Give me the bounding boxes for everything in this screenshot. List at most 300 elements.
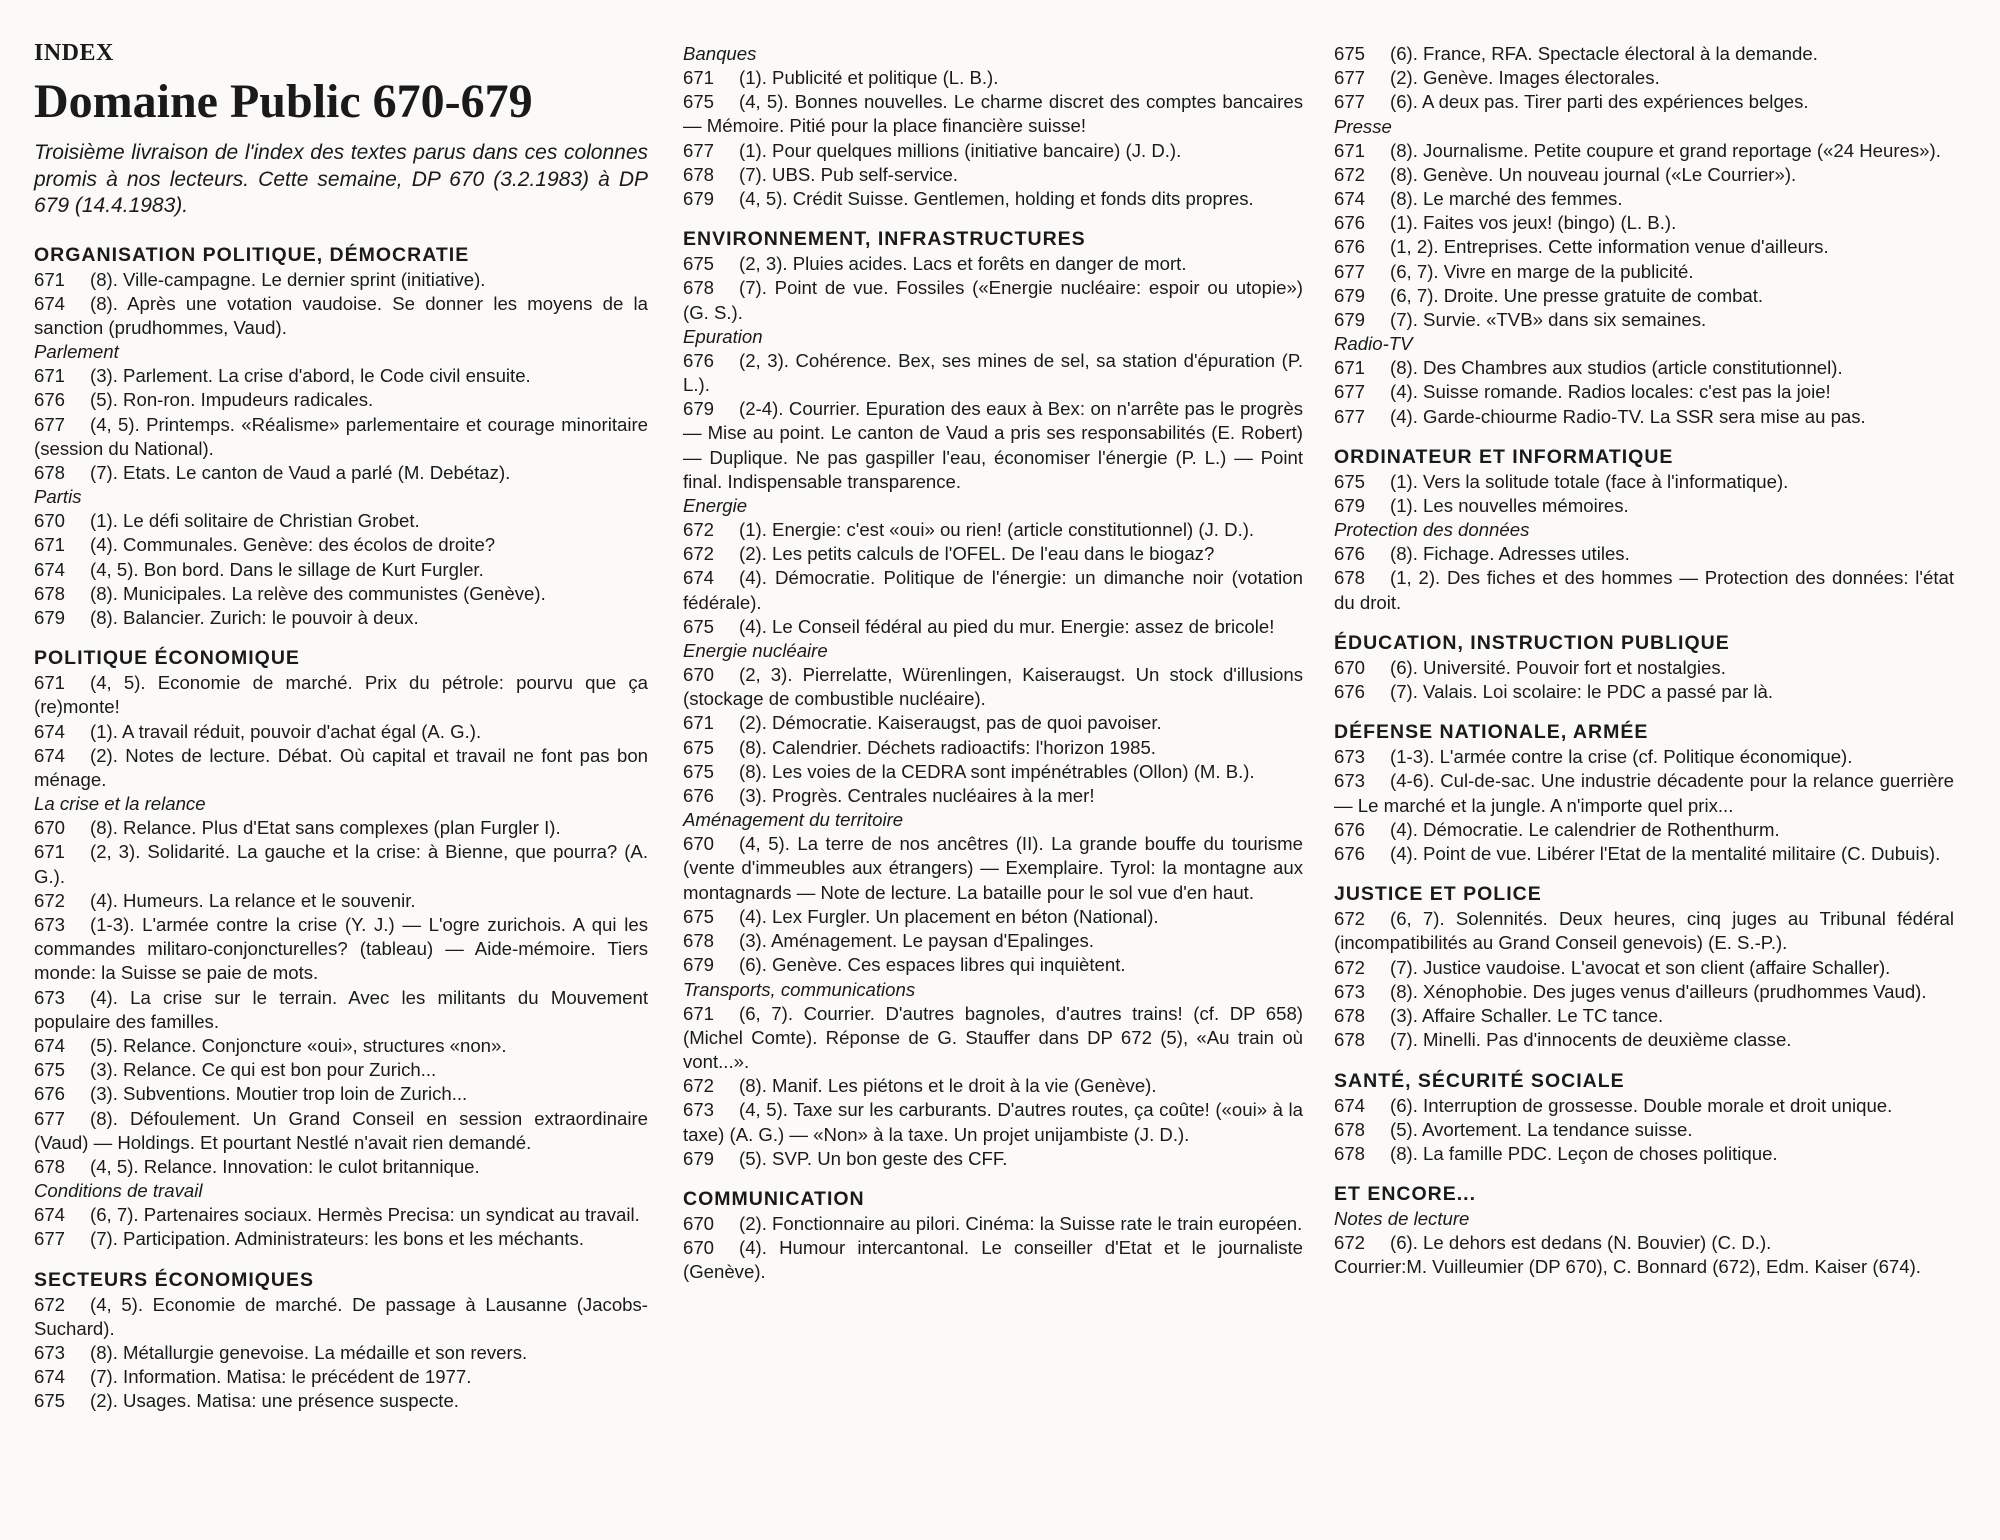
index-section bbox=[1334, 444, 1954, 615]
issue-number: 674 bbox=[34, 720, 66, 742]
issue-number: 673 bbox=[1334, 980, 1366, 1002]
entry-text: (7). Information. Matisa: le précédent de 1977. bbox=[90, 1366, 472, 1388]
entry-text: (1, 2). Des fiches et des hommes — Protection des données: l'état du droit. bbox=[1334, 567, 1954, 613]
index-entry bbox=[1334, 405, 1954, 429]
issue-number: 675 bbox=[683, 760, 715, 782]
entry-text: (8). Municipales. La relève des communistes (Genève). bbox=[90, 582, 546, 604]
index-column-2 bbox=[683, 42, 1303, 1300]
issue-number: 671 bbox=[1334, 139, 1366, 161]
index-entry bbox=[34, 582, 648, 606]
entry-text: (8). Des Chambres aux studios (article constitutionnel). bbox=[1390, 357, 1843, 379]
intro-text: Troisième livraison de l'index des textes parus dans ces colonnes promis à nos lecteurs. Cette semaine, DP 670 (3.2.1983) à DP 679 (14.4.1983). bbox=[34, 141, 648, 217]
issue-number: 676 bbox=[1334, 843, 1366, 865]
issue-number: 670 bbox=[683, 1237, 715, 1259]
index-entry bbox=[1334, 235, 1954, 259]
subsection-heading: Protection des données bbox=[1334, 519, 1530, 541]
entry-text: (4). Démocratie. Politique de l'énergie: un dimanche noir (votation fédérale). bbox=[683, 567, 1303, 613]
index-entry bbox=[34, 889, 648, 913]
issue-number: 679 bbox=[34, 606, 66, 628]
subsection-heading: Partis bbox=[34, 486, 82, 508]
index-entry bbox=[1334, 956, 1954, 980]
entry-text: (2). Fonctionnaire au pilori. Cinéma: la Suisse rate le train européen. bbox=[739, 1212, 1303, 1234]
section-heading: ORGANISATION POLITIQUE, DÉMOCRATIE bbox=[34, 243, 470, 266]
entry-text: (1). A travail réduit, pouvoir d'achat égal (A. G.). bbox=[90, 720, 482, 742]
issue-number: 671 bbox=[683, 712, 715, 734]
index-entry bbox=[683, 663, 1303, 711]
issue-number: 678 bbox=[1334, 1029, 1366, 1051]
index-entry bbox=[34, 461, 648, 485]
index-entry bbox=[683, 760, 1303, 784]
issue-number: 670 bbox=[683, 833, 715, 855]
entry-text: (3). Subventions. Moutier trop loin de Zurich... bbox=[90, 1083, 468, 1105]
index-column-1 bbox=[34, 38, 648, 1429]
index-entry bbox=[1334, 1231, 1954, 1255]
index-entry bbox=[683, 1002, 1303, 1075]
index-entry bbox=[1334, 566, 1954, 614]
index-entry bbox=[34, 606, 648, 630]
entry-text: (8). Journalisme. Petite coupure et grand reportage («24 Heures»). bbox=[1390, 139, 1941, 161]
issue-number: 678 bbox=[683, 277, 715, 299]
entry-text: (2-4). Courrier. Epuration des eaux à Bex: on n'arrête pas le progrès — Mise au point. Le canton de Vaud a pris ses responsabilités (E. Robert) — Duplique. Ne pas gaspiller l'eau, économiser l'énergie (P. L.) — Point final. Indispensable transparence. bbox=[683, 398, 1303, 492]
issue-number: 676 bbox=[1334, 681, 1366, 703]
index-entry bbox=[34, 1082, 648, 1106]
subsection-heading: Conditions de travail bbox=[34, 1180, 203, 1202]
issue-number: 677 bbox=[34, 1228, 66, 1250]
index-entry bbox=[1334, 1028, 1954, 1052]
entry-text: (4). Suisse romande. Radios locales: c'est pas la joie! bbox=[1390, 381, 1831, 403]
issue-number: 675 bbox=[683, 905, 715, 927]
issue-number: 674 bbox=[1334, 188, 1366, 210]
entry-text: (8). Genève. Un nouveau journal («Le Courrier»). bbox=[1390, 163, 1797, 185]
issue-number: 671 bbox=[34, 365, 66, 387]
index-entry bbox=[1334, 1094, 1954, 1118]
entry-text: (6). Université. Pouvoir fort et nostalgies. bbox=[1390, 656, 1726, 678]
index-entry bbox=[34, 816, 648, 840]
entry-text: (5). Relance. Conjoncture «oui», structures «non». bbox=[90, 1034, 507, 1056]
entry-text: (8). Les voies de la CEDRA sont impénétrables (Ollon) (M. B.). bbox=[739, 760, 1255, 782]
index-entry bbox=[34, 1341, 648, 1365]
index-entry bbox=[34, 364, 648, 388]
index-entry bbox=[683, 711, 1303, 735]
index-entry bbox=[34, 913, 648, 986]
entry-text: (2). Démocratie. Kaiseraugst, pas de quoi pavoiser. bbox=[739, 712, 1162, 734]
entry-text: (3). Progrès. Centrales nucléaires à la mer! bbox=[739, 785, 1095, 807]
issue-number: 679 bbox=[1334, 284, 1366, 306]
entry-text: (8). Manif. Les piétons et le droit à la vie (Genève). bbox=[739, 1075, 1157, 1097]
issue-number: 674 bbox=[34, 1034, 66, 1056]
entry-text: (2, 3). Cohérence. Bex, ses mines de sel, sa station d'épuration (P. L.). bbox=[683, 349, 1303, 396]
index-entry bbox=[683, 252, 1303, 276]
issue-number: 679 bbox=[683, 954, 715, 976]
issue-number: 676 bbox=[34, 1083, 66, 1105]
index-entry bbox=[1334, 1255, 1954, 1279]
entry-text: (1). Le défi solitaire de Christian Grobet. bbox=[90, 510, 420, 532]
entry-text: (4). Humeurs. La relance et le souvenir. bbox=[90, 889, 416, 911]
entry-text: (4, 5). Economie de marché. De passage à Lausanne (Jacobs-Suchard). bbox=[34, 1293, 648, 1339]
index-entry bbox=[34, 388, 648, 412]
issue-number: 672 bbox=[683, 1075, 715, 1097]
index-entry bbox=[1334, 907, 1954, 955]
entry-text: (4-6). Cul-de-sac. Une industrie décadente pour la relance guerrière — Le marché et la jungle. A n'importe quel prix... bbox=[1334, 770, 1954, 816]
issue-number: 678 bbox=[34, 1156, 66, 1177]
issue-number: 672 bbox=[683, 519, 715, 541]
index-entry bbox=[34, 533, 648, 557]
issue-number: 674 bbox=[34, 558, 66, 580]
entry-text: (4). Communales. Genève: des écolos de droite? bbox=[90, 534, 496, 556]
issue-number: 679 bbox=[683, 1147, 715, 1169]
entry-text: M. Vuilleumier (DP 670), C. Bonnard (672), Edm. Kaiser (674). bbox=[1406, 1256, 1921, 1278]
index-entry bbox=[1334, 211, 1954, 235]
index-section bbox=[1334, 719, 1954, 866]
entry-text: (6, 7). Solennités. Deux heures, cinq juges au Tribunal fédéral (incompatibilités au Grand Conseil genevois) (E. S.-P.). bbox=[1334, 908, 1954, 954]
index-section bbox=[34, 1267, 648, 1414]
subsection-heading: Radio-TV bbox=[1334, 333, 1413, 355]
index-entry bbox=[34, 268, 648, 292]
subsection-heading: Epuration bbox=[683, 325, 763, 347]
issue-number: 679 bbox=[1334, 309, 1366, 331]
issue-number: 678 bbox=[34, 461, 66, 483]
entry-text: (2). Usages. Matisa: une présence suspecte. bbox=[90, 1390, 459, 1412]
index-entry bbox=[34, 671, 648, 719]
entry-text: (2). Genève. Images électorales. bbox=[1390, 67, 1660, 89]
index-entry bbox=[683, 953, 1303, 977]
index-entry bbox=[1334, 542, 1954, 566]
index-column-3 bbox=[1334, 42, 1954, 1295]
section-heading: DÉFENSE NATIONALE, ARMÉE bbox=[1334, 721, 1649, 744]
issue-number: 670 bbox=[683, 664, 715, 686]
entry-text: (4, 5). Printemps. «Réalisme» parlementaire et courage minoritaire (session du National). bbox=[34, 413, 648, 459]
entry-text: (8). Défoulement. Un Grand Conseil en session extraordinaire (Vaud) — Holdings. Et pourtant Nestlé n'avait rien demandé. bbox=[34, 1107, 648, 1153]
entry-text: (1). Faites vos jeux! (bingo) (L. B.). bbox=[1390, 212, 1677, 234]
entry-text: (1). Vers la solitude totale (face à l'informatique). bbox=[1390, 470, 1789, 492]
index-entry bbox=[1334, 494, 1954, 518]
index-entry bbox=[1334, 187, 1954, 211]
issue-number: 675 bbox=[683, 736, 715, 758]
index-section bbox=[1334, 1181, 1954, 1279]
entry-text: (8). Balancier. Zurich: le pouvoir à deux. bbox=[90, 606, 419, 628]
issue-number: 670 bbox=[683, 1212, 715, 1234]
issue-number: 674 bbox=[34, 1204, 66, 1226]
index-entry bbox=[34, 1034, 648, 1058]
subsection-heading: Energie bbox=[683, 495, 748, 517]
entry-text: (7). Minelli. Pas d'innocents de deuxième classe. bbox=[1390, 1029, 1792, 1051]
issue-number: 673 bbox=[683, 1099, 715, 1121]
issue-number: 675 bbox=[683, 91, 715, 113]
index-entry bbox=[1334, 139, 1954, 163]
index-entry bbox=[1334, 1118, 1954, 1142]
index-entry bbox=[683, 276, 1303, 324]
index-entry bbox=[1334, 163, 1954, 187]
subsection-heading: Energie nucléaire bbox=[683, 640, 828, 662]
index-section bbox=[1334, 881, 1954, 1052]
entry-text: (4, 5). Bon bord. Dans le sillage de Kurt Furgler. bbox=[90, 558, 484, 580]
index-section bbox=[1334, 1068, 1954, 1167]
issue-number: 671 bbox=[683, 1002, 715, 1024]
index-section bbox=[34, 242, 648, 631]
entry-text: (1, 2). Entreprises. Cette information venue d'ailleurs. bbox=[1390, 236, 1829, 258]
issue-number: 674 bbox=[34, 744, 66, 766]
entry-text: (6). France, RFA. Spectacle électoral à la demande. bbox=[1390, 43, 1818, 64]
index-entry bbox=[683, 542, 1303, 566]
entry-text: (6). Genève. Ces espaces libres qui inquiètent. bbox=[739, 954, 1126, 976]
entry-text: (6). Interruption de grossesse. Double morale et droit unique. bbox=[1390, 1094, 1893, 1116]
index-entry bbox=[683, 1147, 1303, 1171]
issue-number: 675 bbox=[1334, 470, 1366, 492]
subsection-heading: Transports, communications bbox=[683, 978, 916, 1000]
issue-number: 676 bbox=[683, 349, 715, 371]
issue-number: 670 bbox=[34, 817, 66, 839]
index-entry bbox=[683, 905, 1303, 929]
entry-text: (4, 5). Bonnes nouvelles. Le charme discret des comptes bancaires — Mémoire. Pitié pour la place financière suisse! bbox=[683, 91, 1303, 137]
subsection-heading: Presse bbox=[1334, 115, 1392, 137]
issue-number: 672 bbox=[683, 543, 715, 565]
subsection-heading: La crise et la relance bbox=[34, 793, 206, 815]
issue-number: 679 bbox=[683, 398, 715, 420]
entry-text: (2, 3). Solidarité. La gauche et la crise: à Bienne, que pourra? (A. G.). bbox=[34, 841, 648, 887]
issue-number: 676 bbox=[683, 785, 715, 807]
issue-number: 675 bbox=[1334, 43, 1366, 64]
issue-number: 672 bbox=[1334, 956, 1366, 978]
entry-text: (4). Le Conseil fédéral au pied du mur. Energie: assez de bricole! bbox=[739, 615, 1275, 637]
index-entry bbox=[683, 1236, 1303, 1284]
index-entry bbox=[1334, 284, 1954, 308]
entry-text: (8). La famille PDC. Leçon de choses politique. bbox=[1390, 1142, 1778, 1164]
issue-number: 678 bbox=[1334, 1005, 1366, 1027]
entry-text: (8). Métallurgie genevoise. La médaille et son revers. bbox=[90, 1342, 528, 1364]
index-entry bbox=[683, 566, 1303, 614]
entry-text: (2, 3). Pluies acides. Lacs et forêts en danger de mort. bbox=[739, 253, 1187, 275]
index-section bbox=[683, 1186, 1303, 1285]
entry-text: (4). Démocratie. Le calendrier de Rothenthurm. bbox=[1390, 818, 1780, 840]
entry-text: (1-3). L'armée contre la crise (cf. Politique économique). bbox=[1390, 746, 1853, 768]
subsection-heading: Banques bbox=[683, 43, 757, 64]
section-heading: ÉDUCATION, INSTRUCTION PUBLIQUE bbox=[1334, 631, 1730, 654]
issue-number: 673 bbox=[1334, 746, 1366, 768]
issue-number: 672 bbox=[1334, 163, 1366, 185]
section-heading: ET ENCORE... bbox=[1334, 1183, 1477, 1206]
issue-number: 671 bbox=[34, 268, 66, 290]
subsection-heading: Notes de lecture bbox=[1334, 1208, 1470, 1230]
index-entry bbox=[683, 397, 1303, 494]
section-heading: POLITIQUE ÉCONOMIQUE bbox=[34, 647, 300, 670]
entry-text: (8). Après une votation vaudoise. Se donner les moyens de la sanction (prudhommes, Vaud). bbox=[34, 292, 648, 338]
entry-text: (8). Fichage. Adresses utiles. bbox=[1390, 543, 1630, 565]
issue-number: Courrier: bbox=[1334, 1256, 1407, 1278]
index-section bbox=[1334, 630, 1954, 704]
index-entry bbox=[1334, 818, 1954, 842]
issue-number: 677 bbox=[1334, 67, 1366, 89]
index-entry bbox=[683, 929, 1303, 953]
issue-number: 670 bbox=[1334, 656, 1366, 678]
entry-text: (4). Garde-chiourme Radio-TV. La SSR sera mise au pas. bbox=[1390, 405, 1866, 427]
issue-number: 676 bbox=[34, 389, 66, 411]
section-heading: ORDINATEUR ET INFORMATIQUE bbox=[1334, 445, 1674, 468]
entry-text: (7). Survie. «TVB» dans six semaines. bbox=[1390, 309, 1707, 331]
index-entry bbox=[34, 1203, 648, 1227]
index-entry bbox=[683, 1074, 1303, 1098]
entry-text: (1). Energie: c'est «oui» ou rien! (article constitutionnel) (J. D.). bbox=[739, 519, 1255, 541]
issue-number: 675 bbox=[683, 615, 715, 637]
issue-number: 673 bbox=[34, 1342, 66, 1364]
index-entry bbox=[34, 1227, 648, 1251]
issue-number: 678 bbox=[683, 930, 715, 952]
entry-text: (4). Humour intercantonal. Le conseiller d'Etat et le journaliste (Genève). bbox=[683, 1237, 1303, 1283]
issue-number: 677 bbox=[1334, 260, 1366, 282]
index-entry bbox=[1334, 769, 1954, 817]
entry-text: (4). Lex Furgler. Un placement en béton (National). bbox=[739, 905, 1159, 927]
issue-number: 675 bbox=[34, 1390, 66, 1412]
entry-text: (7). Etats. Le canton de Vaud a parlé (M. Debétaz). bbox=[90, 461, 511, 483]
entry-text: (7). Valais. Loi scolaire: le PDC a passé par là. bbox=[1390, 681, 1774, 703]
issue-number: 677 bbox=[1334, 381, 1366, 403]
issue-number: 677 bbox=[1334, 91, 1366, 113]
index-entry bbox=[683, 1212, 1303, 1236]
entry-text: (3). Parlement. La crise d'abord, le Code civil ensuite. bbox=[90, 365, 531, 387]
index-entry bbox=[1334, 1004, 1954, 1028]
entry-text: (4, 5). La terre de nos ancêtres (II). La grande bouffe du tourisme (vente d'immeubles aux étrangers) — Exemplaire. Tyrol: la montagne aux montagnards — Note de lecture. La bataille pour le sol vue d'en haut. bbox=[683, 833, 1303, 903]
index-entry bbox=[683, 784, 1303, 808]
index-entry bbox=[683, 349, 1303, 397]
entry-text: (4, 5). Crédit Suisse. Gentlemen, holding et fonds dits propres. bbox=[739, 188, 1254, 210]
subsection-heading: Aménagement du territoire bbox=[683, 809, 904, 831]
issue-number: 678 bbox=[34, 582, 66, 604]
entry-text: (6, 7). Vivre en marge de la publicité. bbox=[1390, 260, 1694, 282]
entry-text: (1-3). L'armée contre la crise (Y. J.) — L'ogre zurichois. A qui les commandes militaro-conjoncturelles? (tableau) — Aide-mémoire. Tiers monde: la Suisse se paie de mots. bbox=[34, 913, 648, 984]
issue-number: 676 bbox=[1334, 818, 1366, 840]
index-entry bbox=[34, 1058, 648, 1082]
index-entry bbox=[1334, 745, 1954, 769]
entry-text: (3). Relance. Ce qui est bon pour Zurich... bbox=[90, 1059, 437, 1081]
issue-number: 672 bbox=[1334, 908, 1366, 930]
section-heading: JUSTICE ET POLICE bbox=[1334, 883, 1542, 906]
issue-number: 678 bbox=[1334, 1118, 1366, 1140]
entry-text: (6). Le dehors est dedans (N. Bouvier) (C. D.). bbox=[1390, 1232, 1772, 1254]
index-entry bbox=[1334, 842, 1954, 866]
entry-text: (4). Point de vue. Libérer l'Etat de la mentalité militaire (C. Dubuis). bbox=[1390, 843, 1941, 865]
issue-number: 674 bbox=[683, 567, 715, 589]
issue-number: 672 bbox=[1334, 1232, 1366, 1254]
entry-text: (1). Publicité et politique (L. B.). bbox=[739, 67, 999, 88]
index-entry bbox=[1334, 380, 1954, 404]
index-entry bbox=[683, 615, 1303, 639]
section-kicker: INDEX bbox=[34, 40, 114, 66]
index-entry bbox=[1334, 470, 1954, 494]
entry-text: (6, 7). Partenaires sociaux. Hermès Precisa: un syndicat au travail. bbox=[90, 1204, 640, 1226]
index-entry bbox=[1334, 656, 1954, 680]
index-entry bbox=[683, 1098, 1303, 1146]
issue-number: 678 bbox=[1334, 567, 1366, 589]
index-entry bbox=[34, 1155, 648, 1179]
entry-text: (3). Affaire Schaller. Le TC tance. bbox=[1390, 1005, 1664, 1027]
entry-text: (5). Avortement. La tendance suisse. bbox=[1390, 1118, 1693, 1140]
subsection-heading: Parlement bbox=[34, 341, 119, 363]
index-entry bbox=[683, 163, 1303, 187]
entry-text: (2). Notes de lecture. Débat. Où capital et travail ne font pas bon ménage. bbox=[34, 744, 648, 790]
entry-text: (7). UBS. Pub self-service. bbox=[739, 163, 959, 185]
issue-number: 678 bbox=[683, 163, 715, 185]
index-entry bbox=[34, 744, 648, 792]
index-entry bbox=[683, 518, 1303, 542]
issue-number: 679 bbox=[683, 188, 715, 210]
index-entry bbox=[34, 1389, 648, 1413]
index-entry bbox=[1334, 66, 1954, 90]
entry-text: (2). Les petits calculs de l'OFEL. De l'eau dans le biogaz? bbox=[739, 543, 1215, 565]
issue-number: 672 bbox=[34, 1293, 66, 1315]
entry-text: (6, 7). Droite. Une presse gratuite de combat. bbox=[1390, 284, 1764, 306]
issue-number: 676 bbox=[1334, 543, 1366, 565]
index-entry bbox=[683, 736, 1303, 760]
issue-number: 676 bbox=[1334, 212, 1366, 234]
index-entry bbox=[683, 139, 1303, 163]
issue-number: 677 bbox=[683, 139, 715, 161]
issue-number: 671 bbox=[34, 534, 66, 556]
section-heading: ENVIRONNEMENT, INFRASTRUCTURES bbox=[683, 228, 1086, 251]
entry-text: (4, 5). Taxe sur les carburants. D'autres routes, ça coûte! («oui» à la taxe) (A. G.) — «Non» à la taxe. Un projet unijambiste (J. D.). bbox=[683, 1099, 1303, 1145]
entry-text: (8). Relance. Plus d'Etat sans complexes (plan Furgler I). bbox=[90, 817, 561, 839]
section-heading: COMMUNICATION bbox=[683, 1187, 865, 1210]
entry-text: (8). Calendrier. Déchets radioactifs: l'horizon 1985. bbox=[739, 736, 1156, 758]
issue-number: 677 bbox=[34, 1107, 66, 1129]
index-entry bbox=[1334, 90, 1954, 114]
issue-number: 671 bbox=[34, 841, 66, 863]
entry-text: (1). Les nouvelles mémoires. bbox=[1390, 495, 1629, 517]
entry-text: (5). Ron-ron. Impudeurs radicales. bbox=[90, 389, 374, 411]
entry-text: (8). Xénophobie. Des juges venus d'ailleurs (prudhommes Vaud). bbox=[1390, 980, 1927, 1002]
index-entry bbox=[1334, 980, 1954, 1004]
index-entry bbox=[34, 509, 648, 533]
index-entry bbox=[34, 986, 648, 1034]
issue-number: 675 bbox=[34, 1059, 66, 1081]
index-entry bbox=[34, 840, 648, 888]
index-section bbox=[683, 42, 1303, 211]
issue-number: 673 bbox=[34, 913, 66, 935]
entry-text: (4, 5). Relance. Innovation: le culot britannique. bbox=[90, 1156, 480, 1177]
index-entry bbox=[34, 1107, 648, 1155]
issue-number: 673 bbox=[34, 986, 66, 1008]
issue-number: 671 bbox=[34, 672, 66, 694]
issue-number: 670 bbox=[34, 510, 66, 532]
index-entry bbox=[34, 1365, 648, 1389]
entry-text: (7). Point de vue. Fossiles («Energie nucléaire: espoir ou utopie») (G. S.). bbox=[683, 277, 1303, 323]
entry-text: (1). Pour quelques millions (initiative bancaire) (J. D.). bbox=[739, 139, 1182, 161]
index-entry bbox=[34, 292, 648, 340]
index-section bbox=[683, 226, 1303, 1171]
index-entry bbox=[1334, 680, 1954, 704]
index-entry bbox=[683, 832, 1303, 905]
entry-text: (5). SVP. Un bon geste des CFF. bbox=[739, 1147, 1008, 1169]
issue-number: 671 bbox=[683, 67, 715, 88]
index-section bbox=[34, 645, 648, 1251]
issue-number: 679 bbox=[1334, 495, 1366, 517]
section-heading: SANTÉ, SÉCURITÉ SOCIALE bbox=[1334, 1069, 1625, 1092]
entry-text: (3). Aménagement. Le paysan d'Epalinges. bbox=[739, 930, 1094, 952]
issue-number: 672 bbox=[34, 889, 66, 911]
index-entry bbox=[1334, 42, 1954, 66]
index-section bbox=[1334, 42, 1954, 429]
entry-text: (4, 5). Economie de marché. Prix du pétrole: pourvu que ça (re)monte! bbox=[34, 672, 648, 718]
issue-number: 677 bbox=[1334, 405, 1366, 427]
index-entry bbox=[683, 187, 1303, 211]
issue-number: 671 bbox=[1334, 357, 1366, 379]
issue-number: 677 bbox=[34, 413, 66, 435]
entry-text: (2, 3). Pierrelatte, Würenlingen, Kaiseraugst. Un stock d'illusions (stockage de combustible nucléaire). bbox=[683, 664, 1303, 710]
index-entry bbox=[34, 413, 648, 461]
index-entry bbox=[683, 66, 1303, 90]
issue-number: 674 bbox=[34, 292, 66, 314]
issue-number: 676 bbox=[1334, 236, 1366, 258]
section-heading: SECTEURS ÉCONOMIQUES bbox=[34, 1268, 315, 1291]
entry-text: (8). Ville-campagne. Le dernier sprint (initiative). bbox=[90, 268, 486, 290]
